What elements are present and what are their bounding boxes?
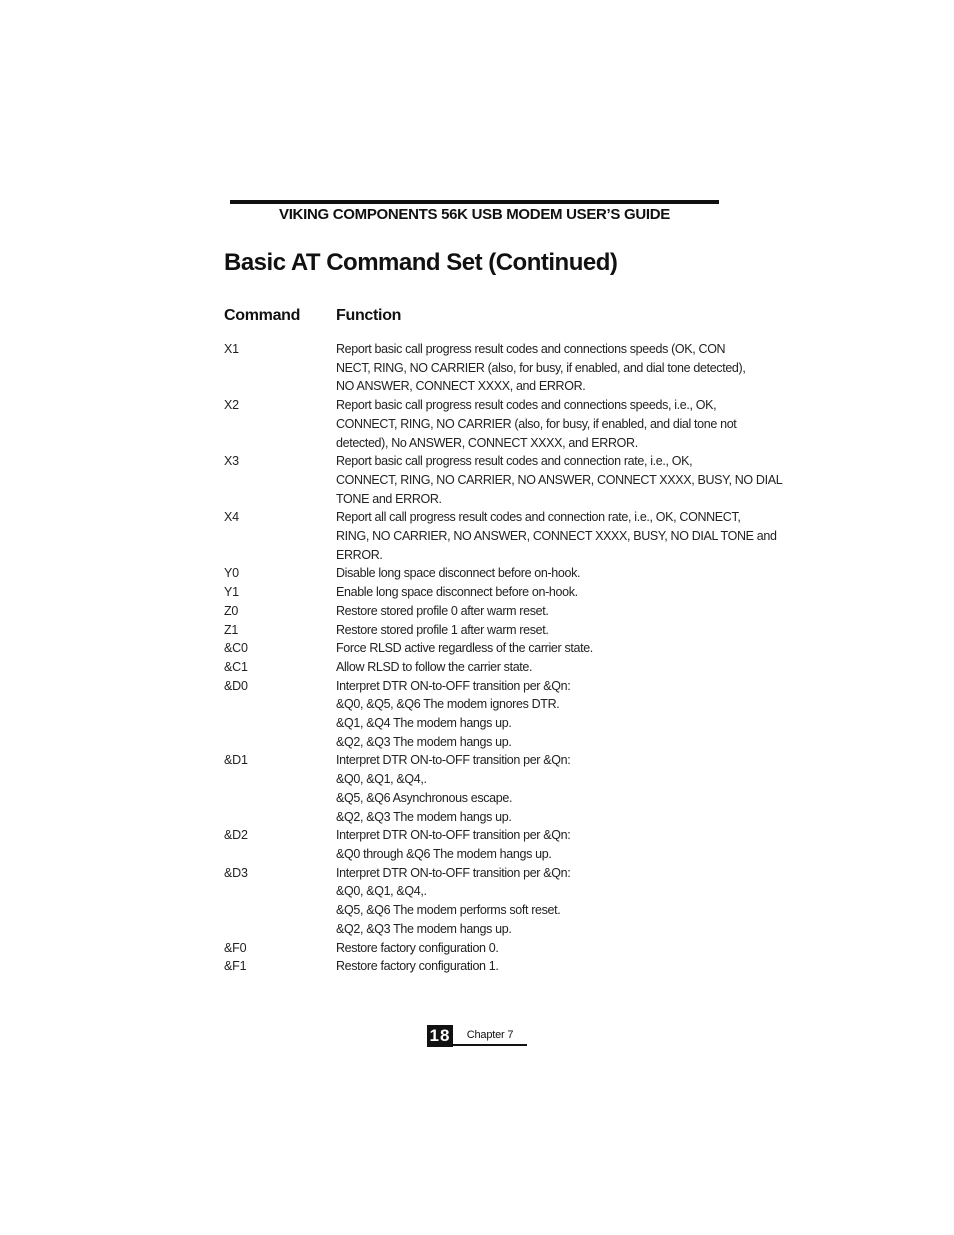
function-text-line: Interpret DTR ON-to-OFF transition per &Qn: [336, 828, 571, 843]
command-code: X4 [224, 510, 239, 525]
function-text-line: Report basic call progress result codes and connection rate, i.e., OK, [336, 454, 693, 469]
table-header [224, 307, 744, 329]
table-row [224, 396, 744, 452]
command-function [336, 751, 732, 826]
command-code: Z0 [224, 603, 239, 618]
command-code: Y1 [224, 585, 239, 600]
function-text-line: Report all call progress result codes and connection rate, i.e., OK, CONNECT, [336, 510, 741, 525]
column-header-function: Function [336, 307, 402, 324]
command-function [336, 621, 732, 640]
command-code: X1 [224, 342, 239, 356]
function-text-line: &Q0, &Q5, &Q6 The modem ignores DTR. [336, 697, 560, 712]
table-row [224, 340, 744, 396]
command-code: &F0 [224, 940, 247, 955]
command-function [336, 452, 783, 508]
table-row [224, 751, 744, 826]
command-function [336, 583, 732, 602]
command-function [336, 639, 732, 658]
running-head: VIKING COMPONENTS 56K USB MODEM USER’S GUIDE [278, 206, 671, 223]
command-code: &D2 [224, 828, 248, 843]
table-row [224, 564, 744, 583]
command-code: &F1 [224, 959, 247, 974]
command-code: &D0 [224, 678, 248, 693]
function-text-line: detected), No ANSWER, CONNECT XXXX, and ERROR. [336, 435, 638, 450]
header-rule [230, 200, 719, 204]
table-row [224, 864, 744, 939]
command-table [224, 340, 783, 976]
function-text-line: &Q0 through &Q6 The modem hangs up. [336, 846, 552, 861]
function-text-line: TONE and ERROR. [336, 491, 442, 506]
function-text-line: Allow RLSD to follow the carrier state. [336, 659, 533, 674]
table-row [224, 452, 783, 508]
table-row [224, 621, 744, 640]
command-function [336, 864, 732, 939]
column-header-command: Command [224, 307, 301, 324]
function-text-line: &Q0, &Q1, &Q4,. [336, 884, 427, 899]
command-function [336, 957, 732, 976]
command-function [336, 396, 737, 452]
function-text-line: Restore stored profile 1 after warm reset. [336, 622, 549, 637]
table-row [224, 583, 744, 602]
table-row [224, 639, 744, 658]
function-text-line: ERROR. [336, 547, 383, 562]
command-function [336, 939, 732, 958]
function-text-line: &Q2, &Q3 The modem hangs up. [336, 809, 512, 824]
command-code: &D3 [224, 865, 248, 880]
function-text-line: &Q2, &Q3 The modem hangs up. [336, 921, 512, 936]
page-title: Basic AT Command Set (Continued) [224, 249, 618, 276]
table-row [224, 677, 744, 752]
page-number: 18 [427, 1025, 453, 1047]
function-text-line: Disable long space disconnect before on-hook. [336, 566, 581, 581]
function-text-line: Interpret DTR ON-to-OFF transition per &Qn: [336, 865, 571, 880]
function-text-line: RING, NO CARRIER, NO ANSWER, CONNECT XXXX, BUSY, NO DIAL TONE and [336, 529, 777, 544]
function-text-line: Report basic call progress result codes and connections speeds, i.e., OK, [336, 398, 717, 413]
command-function [336, 340, 746, 396]
table-row [224, 602, 744, 621]
function-text-line: &Q5, &Q6 The modem performs soft reset. [336, 903, 561, 918]
function-text-line: &Q5, &Q6 Asynchronous escape. [336, 790, 513, 805]
function-text-line: Enable long space disconnect before on-hook. [336, 585, 578, 600]
function-text-line: Restore factory configuration 1. [336, 959, 499, 974]
function-text-line: &Q1, &Q4 The modem hangs up. [336, 716, 512, 731]
function-text-line: NO ANSWER, CONNECT XXXX, and ERROR. [336, 379, 586, 394]
function-text-line: Interpret DTR ON-to-OFF transition per &Qn: [336, 678, 571, 693]
command-code: Y0 [224, 566, 239, 581]
command-code: &D1 [224, 753, 248, 768]
command-code: Z1 [224, 622, 239, 637]
table-row [224, 826, 744, 863]
table-row [224, 658, 744, 677]
function-text-line: CONNECT, RING, NO CARRIER, NO ANSWER, CONNECT XXXX, BUSY, NO DIAL [336, 472, 783, 487]
function-text-line: &Q0, &Q1, &Q4,. [336, 772, 427, 787]
command-code: &C0 [224, 641, 248, 656]
function-text-line: &Q2, &Q3 The modem hangs up. [336, 734, 512, 749]
command-function [336, 677, 732, 752]
function-text-line: NECT, RING, NO CARRIER (also, for busy, if enabled, and dial tone detected), [336, 360, 746, 375]
command-code: &C1 [224, 659, 248, 674]
command-code: X2 [224, 398, 239, 413]
function-text-line: Interpret DTR ON-to-OFF transition per &Qn: [336, 753, 571, 768]
command-function [336, 826, 732, 863]
table-row [224, 508, 777, 564]
command-function [336, 658, 732, 677]
function-text-line: Restore stored profile 0 after warm reset. [336, 603, 549, 618]
command-function [336, 508, 777, 564]
command-function [336, 602, 732, 621]
command-code: X3 [224, 454, 239, 469]
function-text-line: Restore factory configuration 0. [336, 940, 499, 955]
function-text-line: Force RLSD active regardless of the carrier state. [336, 641, 593, 656]
table-row [224, 939, 744, 958]
command-function [336, 564, 732, 583]
chapter-label: Chapter 7 [453, 1027, 527, 1046]
function-text-line: Report basic call progress result codes and connections speeds (OK, CON [336, 342, 726, 356]
table-row [224, 957, 744, 976]
function-text-line: CONNECT, RING, NO CARRIER (also, for busy, if enabled, and dial tone not [336, 416, 737, 431]
